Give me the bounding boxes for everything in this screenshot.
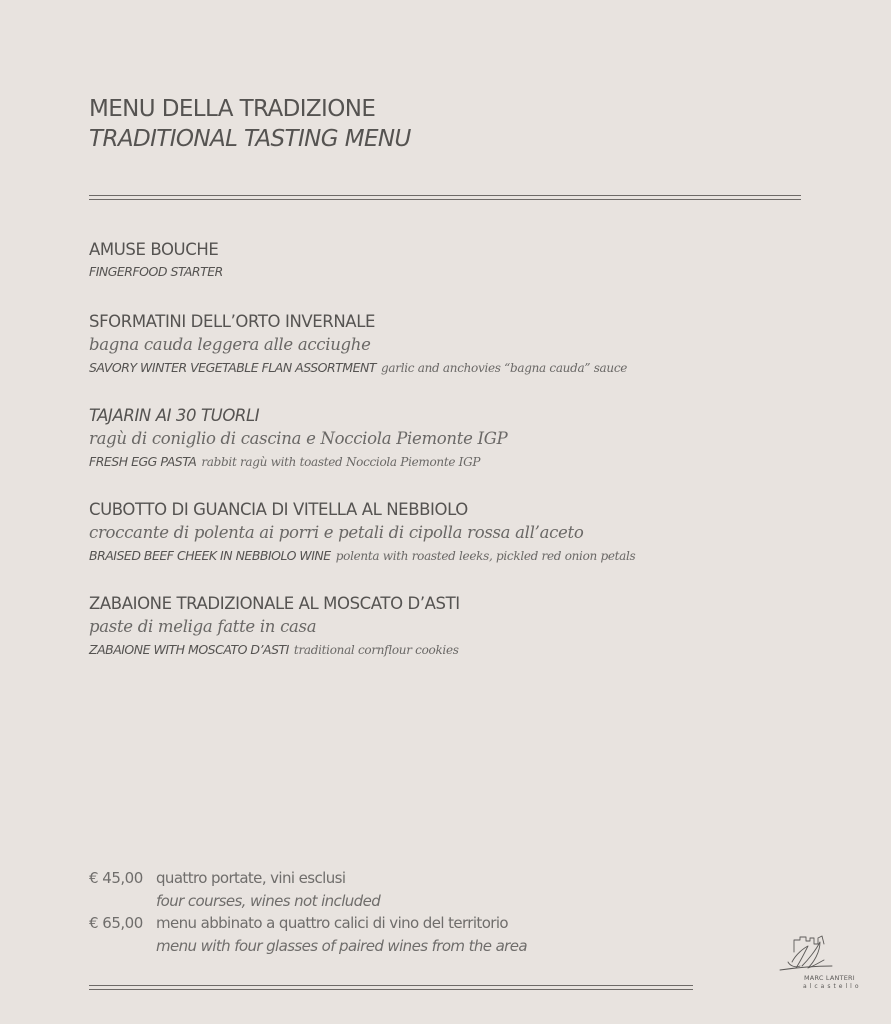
course-english-title: FRESH EGG PASTA: [89, 454, 197, 469]
price-row: [89, 935, 527, 958]
price-amount-spacer: [89, 935, 156, 958]
course-english-line: [89, 261, 223, 282]
price-amount: € 45,00: [89, 869, 143, 887]
course-title: SFORMATINI DELL’ORTO INVERNALE: [89, 312, 376, 331]
course-english-description: rabbit ragù with toasted Nocciola Piemonte IGP: [201, 455, 481, 469]
logo-brand-name: MARC LANTERI: [804, 974, 855, 982]
course-english-line: [89, 357, 627, 378]
bottom-divider: [89, 985, 693, 990]
course-cubotto: [89, 499, 635, 566]
course-english-title: FINGERFOOD STARTER: [89, 264, 223, 279]
course-italian-description: paste di meliga fatte in casa: [89, 617, 317, 636]
menu-title-italian: MENU DELLA TRADIZIONE: [89, 96, 376, 122]
course-amuse-bouche: [89, 239, 223, 282]
course-italian-description: bagna cauda leggera alle acciughe: [89, 335, 371, 354]
price-description-english: menu with four glasses of paired wines from the area: [156, 936, 527, 955]
price-description-italian: quattro portate, vini esclusi: [156, 869, 346, 887]
price-amount: € 65,00: [89, 914, 143, 932]
price-row: [89, 912, 527, 935]
course-title: TAJARIN AI 30 TUORLI: [89, 406, 260, 425]
price-list: [89, 867, 527, 957]
course-english-line: [89, 451, 507, 472]
course-english-line: [89, 545, 635, 566]
price-row: [89, 867, 527, 890]
course-italian-description: croccante di polenta ai porri e petali di cipolla rossa all’aceto: [89, 523, 584, 542]
logo-brand-subtitle: alcastello: [803, 983, 862, 990]
price-row: [89, 890, 527, 913]
course-english-description: traditional cornflour cookies: [293, 643, 459, 657]
course-title: ZABAIONE TRADIZIONALE AL MOSCATO D’ASTI: [89, 594, 460, 613]
course-sformatini: [89, 311, 627, 378]
course-title: CUBOTTO DI GUANCIA DI VITELLA AL NEBBIOLO: [89, 500, 468, 519]
price-description-english: four courses, wines not included: [156, 891, 381, 910]
top-divider: [89, 195, 801, 200]
price-description-italian: menu abbinato a quattro calici di vino del territorio: [156, 914, 508, 932]
course-english-title: BRAISED BEEF CHEEK IN NEBBIOLO WINE: [89, 548, 331, 563]
course-italian-description: ragù di coniglio di cascina e Nocciola Piemonte IGP: [89, 429, 508, 448]
course-english-description: polenta with roasted leeks, pickled red onion petals: [335, 549, 636, 563]
course-tajarin: [89, 405, 507, 472]
course-english-title: ZABAIONE WITH MOSCATO D’ASTI: [89, 642, 289, 657]
course-zabaione: [89, 593, 460, 660]
course-english-line: [89, 639, 460, 660]
menu-title-english: TRADITIONAL TASTING MENU: [89, 126, 411, 152]
course-english-title: SAVORY WINTER VEGETABLE FLAN ASSORTMENT: [89, 360, 376, 375]
course-english-description: garlic and anchovies “bagna cauda” sauce: [381, 361, 628, 375]
price-amount-spacer: [89, 890, 156, 913]
course-title: AMUSE BOUCHE: [89, 240, 219, 259]
